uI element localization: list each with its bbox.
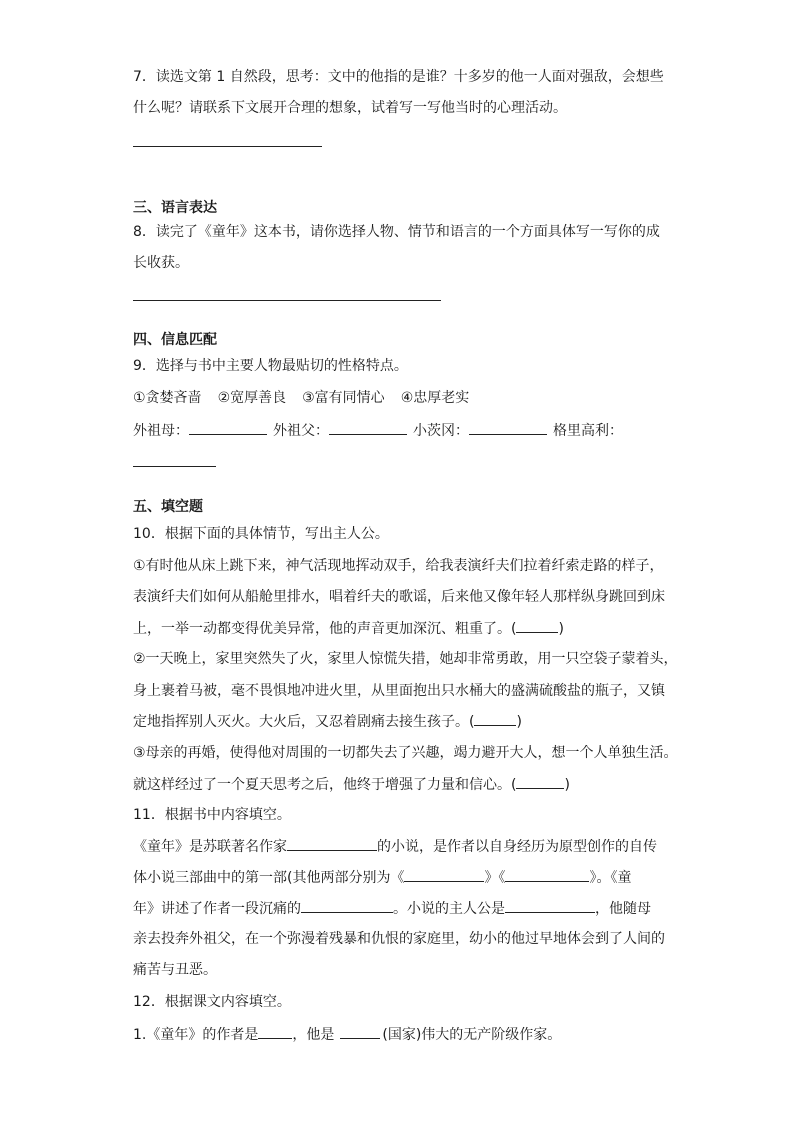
- q11-blank-book3[interactable]: [505, 867, 589, 882]
- q10-passage1-text: 上，一举一动都变得优美异常，他的声音更加深沉、粗重了。(: [133, 621, 517, 637]
- q9-options: [133, 388, 469, 408]
- q10-passage3-line2: [133, 774, 570, 795]
- q9-label-xiaozhuang: 小茨冈：: [413, 423, 469, 439]
- q10-passage1-line2: 表演纤夫们如何从船舱里排水，唱着纤夫的歌谣，后来他又像年轻人那样纵身跳回到床: [133, 589, 665, 605]
- q11-text-3a: 年》讲述了作者一段沉痛的: [133, 901, 301, 917]
- q10-passage2-line3: [133, 711, 522, 732]
- q10-blank-3[interactable]: [516, 774, 564, 789]
- section-3-heading: 三、语言表达: [133, 200, 217, 216]
- q10-prompt: 10．根据下面的具体情节，写出主人公。: [133, 526, 389, 542]
- q10-passage3-text: 就这样经过了一个夏天思考之后，他终于增强了力量和信心。(: [133, 777, 517, 793]
- q12-text-1c: (国家)伟大的无产阶级作家。: [382, 1027, 562, 1043]
- q10-close-paren-2: ): [516, 714, 522, 730]
- q9-blank-grandma[interactable]: [189, 420, 267, 435]
- q9-option-4: ④忠厚老实: [400, 390, 470, 406]
- q8-text-line2: 长收获。: [133, 255, 189, 271]
- q11-text-2a: 体小说三部曲中的第一部(其他两部分别为《: [133, 870, 405, 886]
- q10-passage3-line1: ③母亲的再婚，使得他对周围的一切都失去了兴趣，竭力避开大人，想一个人单独生活。: [133, 745, 678, 761]
- q11-line2: [133, 867, 631, 888]
- q12-blank-country[interactable]: [340, 1024, 380, 1039]
- q10-passage2-line2: 身上裹着马被，毫不畏惧地冲进火里，从里面抱出只水桶大的盛满硫酸盐的瓶子，又镇: [133, 683, 665, 699]
- q9-option-3: ③富有同情心: [302, 390, 385, 406]
- q7-text-line1: 7．读选文第 1 自然段，思考：文中的他指的是谁？十多岁的他一人面对强敌，会想些: [133, 69, 664, 85]
- q8-answer-line[interactable]: [133, 300, 441, 301]
- q10-blank-1[interactable]: [516, 618, 558, 633]
- q11-text-2b: 》《: [484, 870, 506, 886]
- q11-blank-author[interactable]: [287, 836, 377, 851]
- q9-prompt: 9．选择与书中主要人物最贴切的性格特点。: [133, 358, 408, 374]
- q11-text-3c: ，他随母: [595, 901, 651, 917]
- q9-match-row: [133, 420, 623, 441]
- q10-blank-2[interactable]: [474, 711, 516, 726]
- q9-blank-gelei[interactable]: [133, 466, 216, 467]
- q7-answer-line[interactable]: [133, 146, 322, 147]
- q9-label-gelei: 格里高利：: [553, 423, 623, 439]
- q10-passage2-text: 定地指挥别人灭火。大火后，又忍着剧痛去接生孩子。(: [133, 714, 475, 730]
- q11-text-1a: 《童年》是苏联著名作家: [133, 839, 287, 855]
- q9-blank-xiaozhuang[interactable]: [469, 420, 547, 435]
- q12-line1: [133, 1024, 561, 1045]
- q8-text-line1: 8．读完了《童年》这本书，请你选择人物、情节和语言的一个方面具体写一写你的成: [133, 224, 660, 240]
- q12-blank-author[interactable]: [258, 1024, 292, 1039]
- q11-prompt: 11．根据书中内容填空。: [133, 807, 291, 823]
- q11-blank-experience[interactable]: [301, 898, 393, 913]
- q12-prompt: 12．根据课文内容填空。: [133, 994, 291, 1010]
- q11-line1: [133, 836, 657, 857]
- q9-option-2: ②宽厚善良: [217, 390, 287, 406]
- q11-text-1b: 的小说，是作者以自身经历为原型创作的自传: [377, 839, 657, 855]
- q10-passage1-line3: [133, 618, 564, 639]
- q9-blank-grandpa[interactable]: [329, 420, 407, 435]
- q11-line3: [133, 898, 651, 919]
- q11-line4: 亲去投奔外祖父，在一个弥漫着残暴和仇恨的家庭里，幼小的他过早地体会到了人间的: [133, 931, 665, 947]
- q12-text-1a: 1.《童年》的作者是: [133, 1027, 259, 1043]
- q10-passage2-line1: ②一天晚上，家里突然失了火，家里人惊慌失措，她却非常勇敢，用一只空袋子蒙着头，: [133, 651, 678, 667]
- q11-text-3b: 。小说的主人公是: [393, 901, 505, 917]
- q9-label-grandpa: 外祖父：: [273, 423, 329, 439]
- q11-text-2c: 》。《童: [589, 870, 632, 886]
- q11-blank-protagonist[interactable]: [505, 898, 595, 913]
- q11-line5: 痛苦与丑恶。: [133, 962, 217, 978]
- q10-passage1-line1: ①有时他从床上跳下来，神气活现地挥动双手，给我表演纤夫们拉着纤索走路的样子，: [133, 558, 664, 574]
- section-4-heading: 四、信息匹配: [133, 332, 217, 348]
- q10-close-paren-3: ): [564, 777, 570, 793]
- q11-blank-book2[interactable]: [404, 867, 484, 882]
- section-5-heading: 五、填空题: [133, 499, 203, 515]
- q9-label-grandma: 外祖母：: [133, 423, 189, 439]
- q7-text-line2: 什么呢？请联系下文展开合理的想象，试着写一写他当时的心理活动。: [133, 100, 567, 116]
- q10-close-paren-1: ): [558, 621, 564, 637]
- q12-text-1b: ，他是: [292, 1027, 335, 1043]
- q9-option-1: ①贪婪吝啬: [133, 390, 202, 406]
